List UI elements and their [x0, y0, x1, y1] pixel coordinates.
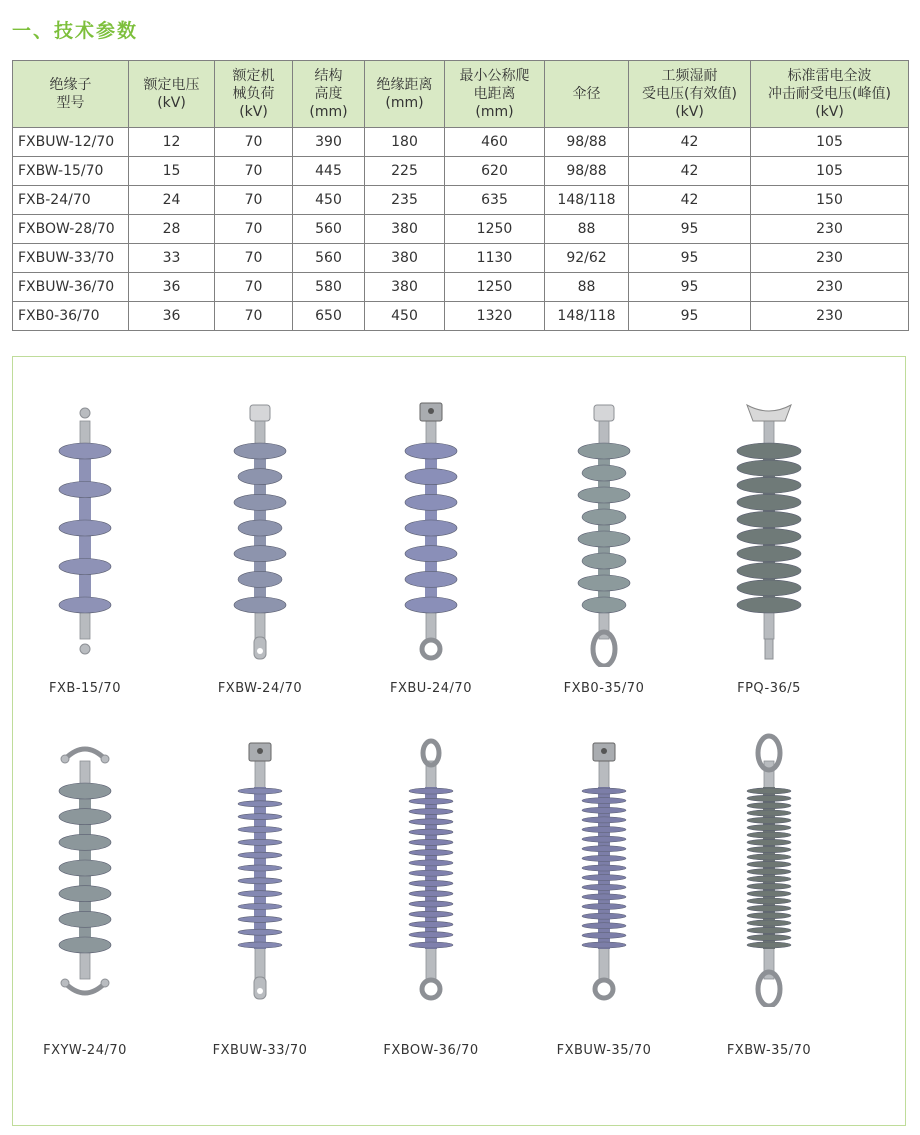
cell-model: FXBOW-28/70: [13, 215, 129, 244]
insulator-shed: [747, 883, 791, 889]
insulator-shed: [582, 827, 626, 833]
insulator-shed: [405, 597, 457, 613]
insulator-shed: [747, 898, 791, 904]
cell-lightning-impulse-voltage: 230: [751, 302, 909, 331]
insulator-shed: [582, 846, 626, 852]
product-label: FXBW-24/70: [217, 681, 303, 696]
cell-creepage-distance: 1130: [445, 244, 545, 273]
insulator-shed: [409, 809, 453, 815]
cell-structure-height: 560: [293, 215, 365, 244]
product-label: FXBUW-35/70: [556, 1043, 652, 1058]
header-lightning-impulse-voltage: 标准雷电全波 冲击耐受电压(峰值) (kV): [751, 61, 909, 128]
cell-lightning-impulse-voltage: 105: [751, 157, 909, 186]
cell-mechanical-load: 70: [215, 186, 293, 215]
insulator-shed: [59, 482, 111, 498]
insulator-shed: [737, 529, 801, 545]
insulator-shed: [747, 891, 791, 897]
insulator-shed: [578, 575, 630, 591]
insulator-shed: [238, 891, 282, 897]
insulator-shed: [747, 905, 791, 911]
product-label: FXYW-24/70: [43, 1043, 127, 1058]
insulator-product: [524, 707, 684, 1058]
product-label: FXBW-35/70: [726, 1043, 812, 1058]
insulator-shed: [238, 520, 282, 536]
insulator-shed: [747, 847, 791, 853]
insulator-shed: [582, 904, 626, 910]
cell-insulation-distance: 380: [365, 244, 445, 273]
insulator-shed: [409, 911, 453, 917]
insulator-shed: [747, 935, 791, 941]
tech-spec-table: [12, 60, 909, 331]
table-row: [13, 244, 909, 273]
insulator-shed: [409, 901, 453, 907]
insulator-shed: [234, 597, 286, 613]
header-insulation-distance: 绝缘距离 (mm): [365, 61, 445, 128]
cell-creepage-distance: 620: [445, 157, 545, 186]
insulator-shed: [582, 553, 626, 569]
insulator-shed: [238, 942, 282, 948]
insulator-shed: [582, 836, 626, 842]
insulator-image: [180, 367, 340, 667]
insulator-shed: [747, 832, 791, 838]
insulator-shed: [582, 894, 626, 900]
product-label: FXBOW-36/70: [383, 1043, 479, 1058]
insulator-shed: [59, 520, 111, 536]
cell-model: FXBUW-12/70: [13, 128, 129, 157]
insulator-shed: [582, 913, 626, 919]
insulator-shed: [405, 443, 457, 459]
cell-power-frequency-voltage: 42: [629, 186, 751, 215]
insulator-shed: [747, 869, 791, 875]
insulator-shed: [582, 875, 626, 881]
product-label: FPQ-36/5: [737, 681, 801, 696]
insulator-shed: [238, 929, 282, 935]
insulator-shed: [409, 819, 453, 825]
insulator-shed: [405, 520, 457, 536]
cell-model: FXBW-15/70: [13, 157, 129, 186]
insulator-product: [689, 707, 849, 1058]
cell-lightning-impulse-voltage: 230: [751, 215, 909, 244]
insulator-image: [5, 707, 165, 1007]
cell-insulation-distance: 180: [365, 128, 445, 157]
insulator-shed: [582, 597, 626, 613]
insulator-image: [5, 367, 165, 667]
cell-lightning-impulse-voltage: 230: [751, 273, 909, 302]
insulator-shed: [405, 546, 457, 562]
insulator-shed: [747, 913, 791, 919]
cell-creepage-distance: 460: [445, 128, 545, 157]
insulator-shed: [737, 477, 801, 493]
header-shed-diameter: 伞径: [545, 61, 629, 128]
insulator-shed: [405, 469, 457, 485]
insulator-shed: [59, 911, 111, 927]
table-row: [13, 273, 909, 302]
cell-mechanical-load: 70: [215, 302, 293, 331]
insulator-shed: [747, 942, 791, 948]
insulator-image: [351, 707, 511, 1007]
cell-rated-voltage: 28: [129, 215, 215, 244]
cell-model: FXBUW-36/70: [13, 273, 129, 302]
insulator-image: [351, 367, 511, 667]
insulator-product: [351, 367, 511, 707]
insulator-shed: [59, 783, 111, 799]
product-gallery: [12, 356, 906, 1126]
product-label: FXBUW-33/70: [212, 1043, 308, 1058]
insulator-shed: [59, 597, 111, 613]
insulator-shed: [747, 854, 791, 860]
insulator-image: [180, 707, 340, 1007]
cell-structure-height: 445: [293, 157, 365, 186]
insulator-shed: [737, 546, 801, 562]
table-row: [13, 157, 909, 186]
cell-creepage-distance: 1250: [445, 215, 545, 244]
insulator-shed: [59, 886, 111, 902]
cell-shed-diameter: 148/118: [545, 186, 629, 215]
insulator-image: [524, 367, 684, 667]
insulator-shed: [747, 861, 791, 867]
insulator-shed: [234, 443, 286, 459]
header-rated-voltage: 额定电压 (kV): [129, 61, 215, 128]
insulator-product: [351, 707, 511, 1058]
insulator-shed: [737, 580, 801, 596]
insulator-product: [180, 367, 340, 707]
insulator-shed: [582, 923, 626, 929]
cell-lightning-impulse-voltage: 230: [751, 244, 909, 273]
table-row: [13, 186, 909, 215]
insulator-shed: [59, 937, 111, 953]
insulator-shed: [59, 443, 111, 459]
insulator-shed: [409, 921, 453, 927]
insulator-shed: [582, 932, 626, 938]
table-row: [13, 215, 909, 244]
cell-insulation-distance: 225: [365, 157, 445, 186]
insulator-shed: [409, 788, 453, 794]
cell-structure-height: 450: [293, 186, 365, 215]
cell-shed-diameter: 88: [545, 215, 629, 244]
insulator-shed: [582, 788, 626, 794]
cell-rated-voltage: 15: [129, 157, 215, 186]
cell-structure-height: 580: [293, 273, 365, 302]
insulator-image: [524, 707, 684, 1007]
cell-rated-voltage: 12: [129, 128, 215, 157]
insulator-shed: [409, 932, 453, 938]
insulator-shed: [409, 850, 453, 856]
insulator-shed: [747, 876, 791, 882]
insulator-shed: [747, 810, 791, 816]
insulator-shed: [59, 860, 111, 876]
insulator-shed: [238, 904, 282, 910]
cell-rated-voltage: 24: [129, 186, 215, 215]
cell-mechanical-load: 70: [215, 128, 293, 157]
insulator-shed: [747, 839, 791, 845]
header-mechanical-load: 额定机 械负荷 (kV): [215, 61, 293, 128]
insulator-shed: [409, 839, 453, 845]
cell-shed-diameter: 98/88: [545, 128, 629, 157]
insulator-product: [689, 367, 849, 707]
insulator-shed: [582, 817, 626, 823]
insulator-shed: [405, 494, 457, 510]
insulator-shed: [238, 839, 282, 845]
cell-power-frequency-voltage: 95: [629, 273, 751, 302]
insulator-shed: [409, 891, 453, 897]
insulator-image: [689, 707, 849, 1007]
product-label: FXBU-24/70: [390, 681, 472, 696]
insulator-shed: [578, 487, 630, 503]
insulator-shed: [405, 571, 457, 587]
insulator-product: [180, 707, 340, 1058]
cell-insulation-distance: 380: [365, 215, 445, 244]
insulator-shed: [747, 817, 791, 823]
insulator-shed: [234, 494, 286, 510]
product-label: FXB-15/70: [49, 681, 121, 696]
insulator-shed: [578, 443, 630, 459]
cell-power-frequency-voltage: 95: [629, 244, 751, 273]
insulator-product: [5, 707, 165, 1058]
insulator-shed: [409, 860, 453, 866]
cell-model: FXB0-36/70: [13, 302, 129, 331]
insulator-shed: [409, 829, 453, 835]
cell-model: FXB-24/70: [13, 186, 129, 215]
insulator-shed: [582, 509, 626, 525]
cell-lightning-impulse-voltage: 150: [751, 186, 909, 215]
cell-creepage-distance: 635: [445, 186, 545, 215]
cell-power-frequency-voltage: 95: [629, 215, 751, 244]
cell-shed-diameter: 88: [545, 273, 629, 302]
insulator-shed: [409, 870, 453, 876]
table-header-row: [13, 61, 909, 128]
cell-insulation-distance: 380: [365, 273, 445, 302]
insulator-shed: [238, 469, 282, 485]
cell-structure-height: 650: [293, 302, 365, 331]
insulator-shed: [578, 531, 630, 547]
insulator-image: [689, 367, 849, 667]
product-label: FXB0-35/70: [563, 681, 645, 696]
insulator-shed: [238, 827, 282, 833]
section-title: 一、技术参数: [12, 20, 139, 42]
insulator-shed: [737, 597, 801, 613]
insulator-shed: [747, 825, 791, 831]
insulator-shed: [582, 865, 626, 871]
insulator-shed: [59, 834, 111, 850]
cell-mechanical-load: 70: [215, 273, 293, 302]
cell-creepage-distance: 1250: [445, 273, 545, 302]
insulator-shed: [409, 798, 453, 804]
insulator-product: [524, 367, 684, 707]
cell-shed-diameter: 92/62: [545, 244, 629, 273]
insulator-shed: [238, 878, 282, 884]
insulator-shed: [238, 916, 282, 922]
cell-rated-voltage: 33: [129, 244, 215, 273]
insulator-shed: [238, 865, 282, 871]
insulator-shed: [238, 801, 282, 807]
insulator-shed: [582, 942, 626, 948]
cell-power-frequency-voltage: 95: [629, 302, 751, 331]
cell-shed-diameter: 98/88: [545, 157, 629, 186]
insulator-product: [5, 367, 165, 707]
insulator-shed: [737, 563, 801, 579]
cell-insulation-distance: 235: [365, 186, 445, 215]
cell-model: FXBUW-33/70: [13, 244, 129, 273]
header-model: 绝缘子 型号: [13, 61, 129, 128]
insulator-shed: [238, 814, 282, 820]
table-row: [13, 128, 909, 157]
insulator-shed: [737, 460, 801, 476]
cell-mechanical-load: 70: [215, 244, 293, 273]
insulator-shed: [737, 443, 801, 459]
cell-rated-voltage: 36: [129, 273, 215, 302]
cell-insulation-distance: 450: [365, 302, 445, 331]
insulator-shed: [238, 788, 282, 794]
insulator-shed: [59, 809, 111, 825]
cell-power-frequency-voltage: 42: [629, 128, 751, 157]
insulator-shed: [582, 855, 626, 861]
header-creepage-distance: 最小公称爬 电距离 (mm): [445, 61, 545, 128]
header-structure-height: 结构 高度 (mm): [293, 61, 365, 128]
cell-mechanical-load: 70: [215, 215, 293, 244]
insulator-shed: [747, 788, 791, 794]
table-row: [13, 302, 909, 331]
cell-rated-voltage: 36: [129, 302, 215, 331]
header-power-frequency-voltage: 工频湿耐 受电压(有效值) (kV): [629, 61, 751, 128]
cell-shed-diameter: 148/118: [545, 302, 629, 331]
insulator-shed: [59, 559, 111, 575]
insulator-shed: [582, 884, 626, 890]
insulator-shed: [747, 803, 791, 809]
insulator-shed: [582, 465, 626, 481]
cell-power-frequency-voltage: 42: [629, 157, 751, 186]
insulator-shed: [737, 511, 801, 527]
insulator-shed: [582, 807, 626, 813]
insulator-shed: [747, 920, 791, 926]
cell-lightning-impulse-voltage: 105: [751, 128, 909, 157]
insulator-shed: [409, 942, 453, 948]
insulator-shed: [747, 795, 791, 801]
cell-creepage-distance: 1320: [445, 302, 545, 331]
insulator-shed: [747, 927, 791, 933]
insulator-shed: [238, 852, 282, 858]
cell-structure-height: 560: [293, 244, 365, 273]
insulator-shed: [737, 494, 801, 510]
insulator-shed: [234, 546, 286, 562]
cell-mechanical-load: 70: [215, 157, 293, 186]
cell-structure-height: 390: [293, 128, 365, 157]
insulator-shed: [409, 880, 453, 886]
insulator-shed: [238, 571, 282, 587]
insulator-shed: [582, 798, 626, 804]
